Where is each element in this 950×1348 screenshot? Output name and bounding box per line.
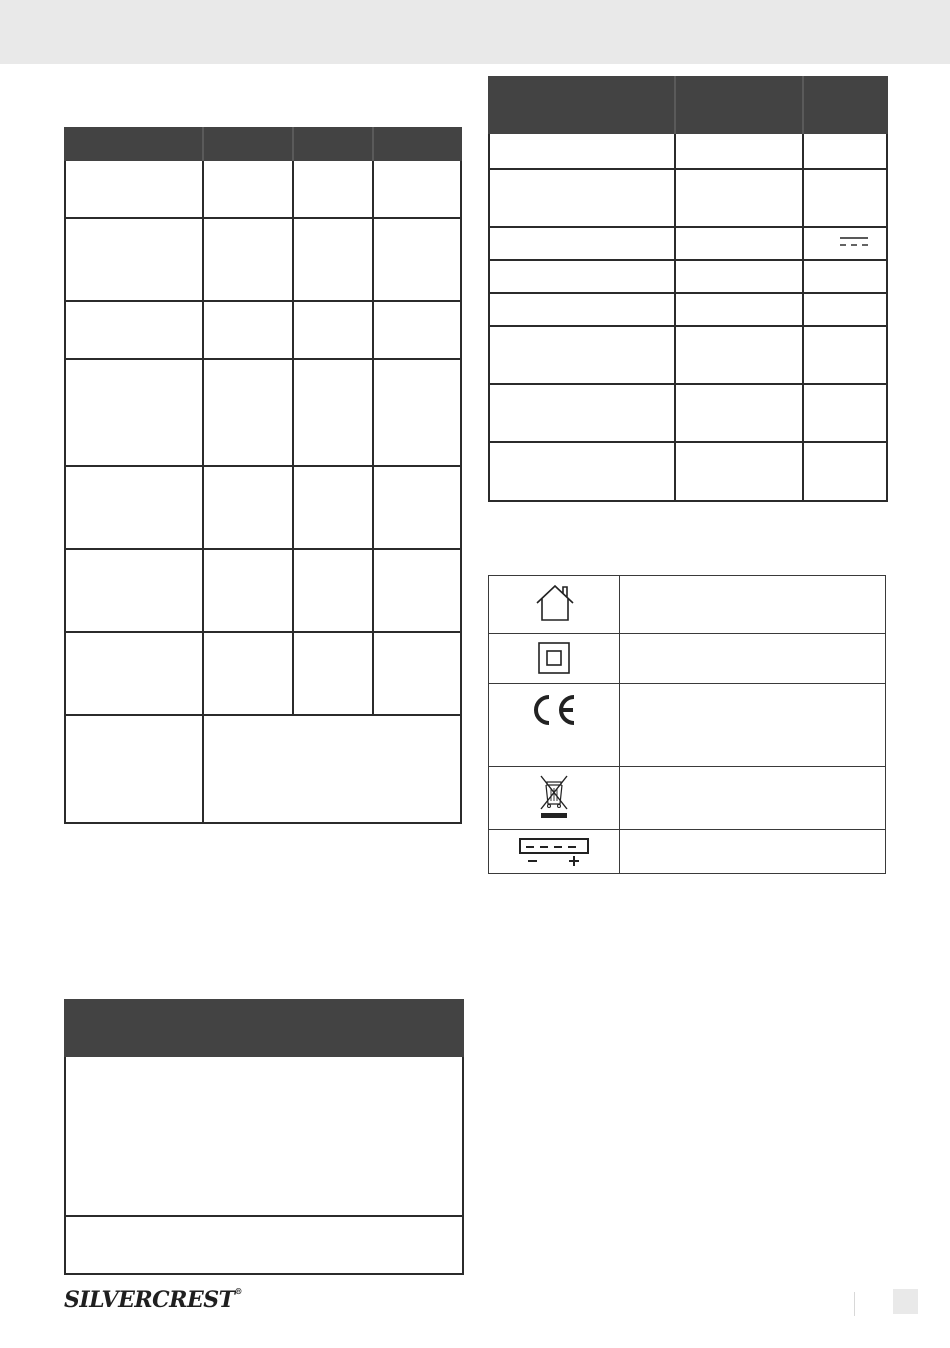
table-row (64, 217, 462, 219)
direct-current-icon (838, 235, 870, 249)
table-row (488, 441, 888, 443)
page-header-band (0, 0, 950, 64)
house-icon (534, 583, 576, 623)
right-table-header (488, 76, 888, 134)
silvercrest-logo (64, 1286, 242, 1314)
table-row (64, 300, 462, 302)
registered-mark: ® (234, 1286, 242, 1296)
table-row (64, 358, 462, 360)
table-row (64, 714, 462, 716)
table-row (488, 633, 886, 634)
crossed-bin-icon (538, 773, 570, 821)
table-row (64, 465, 462, 467)
table-row (64, 631, 462, 633)
battery-polarity-icon (517, 837, 591, 867)
table-row (488, 259, 888, 261)
table-row (64, 1215, 464, 1217)
page-number-box (893, 1289, 918, 1314)
table-row (488, 829, 886, 830)
table-row (488, 766, 886, 767)
table-row (488, 383, 888, 385)
footer-divider (854, 1292, 855, 1316)
logo-text: SILVERCREST (64, 1287, 235, 1313)
table-row (488, 292, 888, 294)
ce-mark-icon (529, 693, 579, 727)
table-row (488, 683, 886, 684)
table-row (488, 226, 888, 228)
table-row (488, 325, 888, 327)
table-row (64, 548, 462, 550)
double-insulation-icon (537, 641, 571, 675)
table-row (488, 168, 888, 170)
bottom-table-header (64, 999, 464, 1057)
left-table-header (64, 127, 462, 161)
